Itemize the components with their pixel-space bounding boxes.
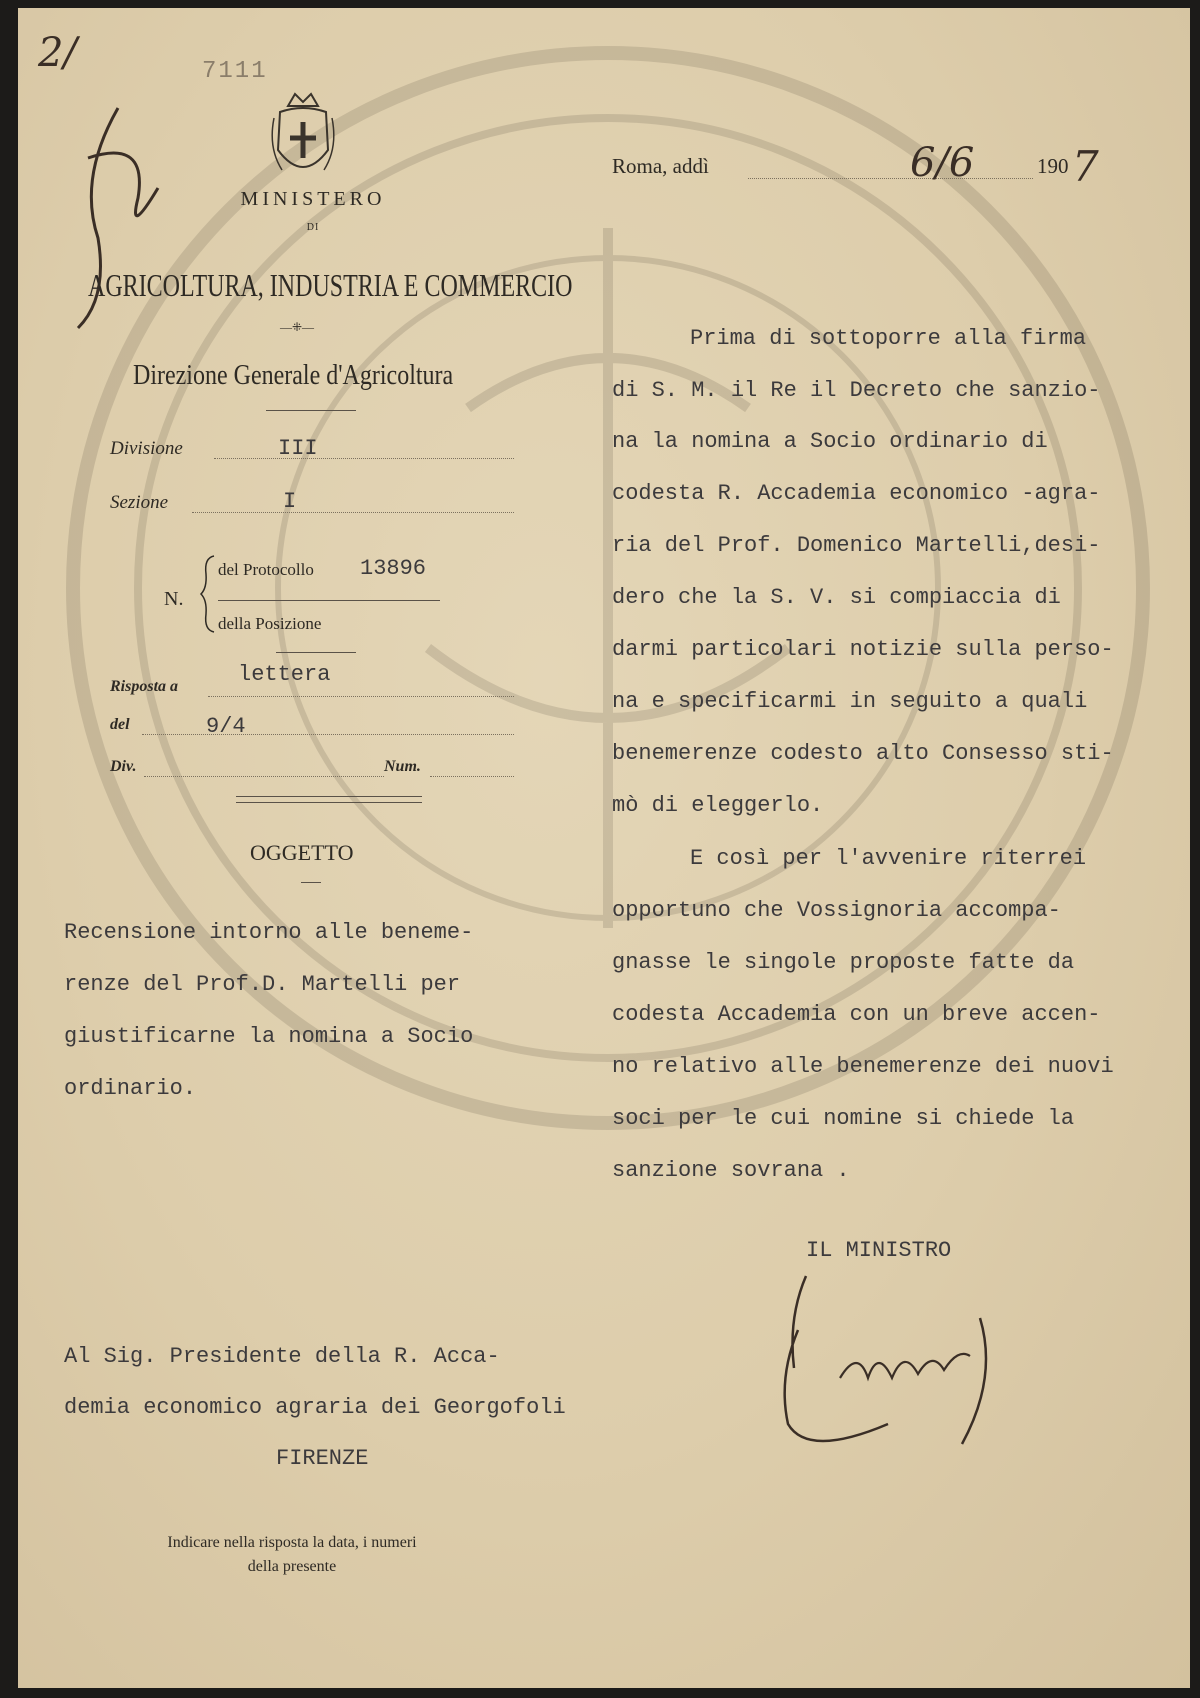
num-line <box>430 776 514 777</box>
addressee-line: Al Sig. Presidente della R. Acca- <box>64 1344 500 1369</box>
divider <box>266 410 356 411</box>
body-line: codesta R. Accademia economico -agra- <box>612 481 1101 506</box>
direction-name: Direzione Generale d'Agricoltura <box>133 360 454 392</box>
divider-ornament: —⁜— <box>280 320 315 334</box>
body-line: E così per l'avvenire riterrei <box>690 846 1087 871</box>
divider <box>276 652 356 653</box>
handwritten-signature <box>748 1258 1048 1458</box>
addressee-line: demia economico agraria dei Georgofoli <box>64 1395 566 1420</box>
div-line <box>144 776 384 777</box>
footer-note-line: Indicare nella risposta la data, i numeri <box>167 1534 417 1551</box>
del-label: del <box>110 716 130 733</box>
ministry-label: MINISTERO <box>240 188 386 210</box>
brace-icon <box>198 554 218 634</box>
subject-line: giustificarne la nomina a Socio <box>64 1024 474 1049</box>
section-label: Sezione <box>110 492 169 513</box>
addressee-city: FIRENZE <box>276 1446 369 1471</box>
section-line <box>192 512 514 513</box>
body-line: no relativo alle benemerenze dei nuovi <box>612 1054 1114 1079</box>
protocol-line <box>218 600 440 601</box>
reply-line <box>208 696 514 697</box>
num-label: Num. <box>384 758 421 775</box>
corner-mark: 2/ <box>38 30 77 76</box>
protocol-value: 13896 <box>360 556 427 581</box>
body-line: codesta Accademia con un breve accen- <box>612 1002 1101 1027</box>
division-value: III <box>278 436 318 461</box>
date-line <box>748 178 1033 179</box>
body-line: na e specificarmi in seguito a quali <box>612 689 1088 714</box>
number-label: N. <box>164 588 184 610</box>
subject-heading: OGGETTO <box>250 840 354 865</box>
subject-line: Recensione intorno alle beneme- <box>64 920 474 945</box>
letter-sheet <box>18 8 1190 1688</box>
footer-note-line: della presente <box>247 1558 337 1575</box>
subject-line: renze del Prof.D. Martelli per <box>64 972 461 997</box>
body-line: di S. M. il Re il Decreto che sanzio- <box>612 378 1101 403</box>
stamp-number: 7111 <box>202 58 268 85</box>
division-label: Divisione <box>110 438 183 459</box>
signature-title: IL MINISTRO <box>806 1238 952 1263</box>
body-line: mò di eleggerlo. <box>612 793 824 818</box>
division-line <box>214 458 514 459</box>
section-value: I <box>283 489 297 514</box>
body-line: benemerenze codesto alto Consesso sti- <box>612 741 1114 766</box>
body-line: opportuno che Vossignoria accompa- <box>612 898 1061 923</box>
double-divider <box>236 802 422 803</box>
body-line: Prima di sottoporre alla firma <box>690 326 1087 351</box>
body-line: soci per le cui nomine si chiede la <box>612 1106 1075 1131</box>
ministry-name: AGRICOLTURA, INDUSTRIA E COMMERCIO <box>88 270 573 304</box>
divider <box>301 882 321 883</box>
date-place: Roma, addì <box>612 154 709 178</box>
del-line <box>142 734 514 735</box>
body-line: gnasse le singole proposte fatte da <box>612 950 1075 975</box>
body-line: ria del Prof. Domenico Martelli,desi- <box>612 533 1101 558</box>
body-line: na la nomina a Socio ordinario di <box>612 429 1048 454</box>
reply-label: Risposta a <box>110 678 179 695</box>
protocol-label: del Protocollo <box>218 560 314 579</box>
date-year-prefix: 190 <box>1037 154 1069 178</box>
subject-line: ordinario. <box>64 1076 197 1101</box>
double-divider <box>236 796 422 797</box>
div-label: Div. <box>110 758 137 775</box>
body-line: sanzione sovrana . <box>612 1158 850 1183</box>
body-line: darmi particolari notizie sulla perso- <box>612 637 1114 662</box>
del-value: 9/4 <box>206 714 246 739</box>
body-line: dero che la S. V. si compiaccia di <box>612 585 1061 610</box>
date-day-month: 6/6 <box>910 140 975 186</box>
reply-value: lettera <box>238 662 331 687</box>
date-year-suffix: 7 <box>1072 142 1099 191</box>
royal-crest-icon <box>268 88 338 188</box>
position-label: della Posizione <box>218 614 322 633</box>
di-label: DI <box>306 222 320 233</box>
